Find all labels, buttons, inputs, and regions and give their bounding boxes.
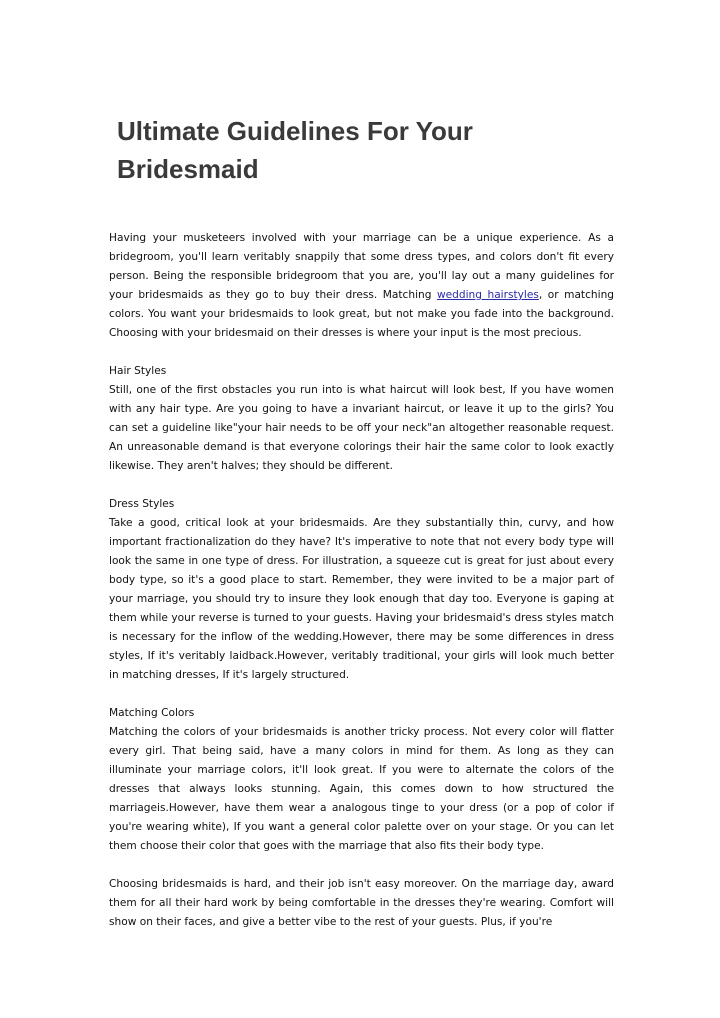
closing-paragraph: Choosing bridesmaids is hard, and their job isn't easy moreover. On the marriage day, award them for all their hard work by being comfortable in the dresses they're wearing. Comfort will show on their faces, and give a better vibe to the rest of your guests. Plus, if you're [109, 878, 614, 928]
section-paragraph: Take a good, critical look at your bridesmaids. Are they substantially thin, curvy, and how important fractionalization do they have? It's imperative to note that not every body type will look the same in one type of dress. For illustration, a squeeze cut is great for just about every body type, so it's a good place to start. Remember, they were invited to be a major part of your marriage, you should try to insure they look enough that day too. Everyone is gaping at them while your reverse is turned to your guests. Having your bridesmaid's dress styles match is necessary for the inflow of the wedding.However, there may be some differences in dress styles, If it's veritably laidback.However, veritably traditional, your girls will look much better in matching dresses, If it's largely structured. [109, 517, 614, 681]
section-heading: Matching Colors [109, 707, 195, 719]
wedding-hairstyles-link[interactable]: wedding hairstyles [436, 289, 539, 301]
intro-paragraph [109, 229, 614, 343]
intro-text-end: , or matching colors. You want your bridesmaids to look great, but not make you fade into the background. Choosing with your bridesmaid on their dresses is where your input is the most precious. [109, 289, 615, 339]
section-heading: Dress Styles [109, 498, 175, 510]
section-paragraph: Matching the colors of your bridesmaids is another tricky process. Not every color will flatter every girl. That being said, have a many colors in mind for them. As long as they can illuminate your marriage colors, it'll look great. If you were to alternate the colors of the dresses that always looks stunning. Again, this comes down to how structured the marriageis.However, have them wear a analogous tinge to your dress (or a pop of color if you're wearing white), If you want a general color palette over on your stage. Or you can let them choose their color that goes with the marriage that also fits their body type. [109, 726, 614, 852]
page-title: Ultimate Guidelines For Your Bridesmaid [117, 116, 473, 184]
section-hair-styles [109, 362, 614, 476]
section-dress-styles [109, 495, 614, 685]
article-body [109, 229, 614, 951]
section-heading: Hair Styles [109, 365, 167, 377]
intro-text-start: Having your musketeers involved with your marriage can be a unique experience. As a bridegroom, you'll learn veritably snappily that some dress types, and colors don't fit every person. Being the responsible bridegroom that you are, you'll lay out a many guidelines for your bridesmaids as they go to buy their dress. Matching [109, 232, 614, 301]
section-matching-colors [109, 704, 614, 856]
section-paragraph: Still, one of the first obstacles you run into is what haircut will look best, If you have women with any hair type. Are you going to have a invariant haircut, or leave it up to the girls? You can set a guideline like"your hair needs to be off your neck"an altogether reasonable request. An unreasonable demand is that everyone colorings their hair the same color to look exactly likewise. They aren't halves; they should be different. [109, 384, 614, 472]
